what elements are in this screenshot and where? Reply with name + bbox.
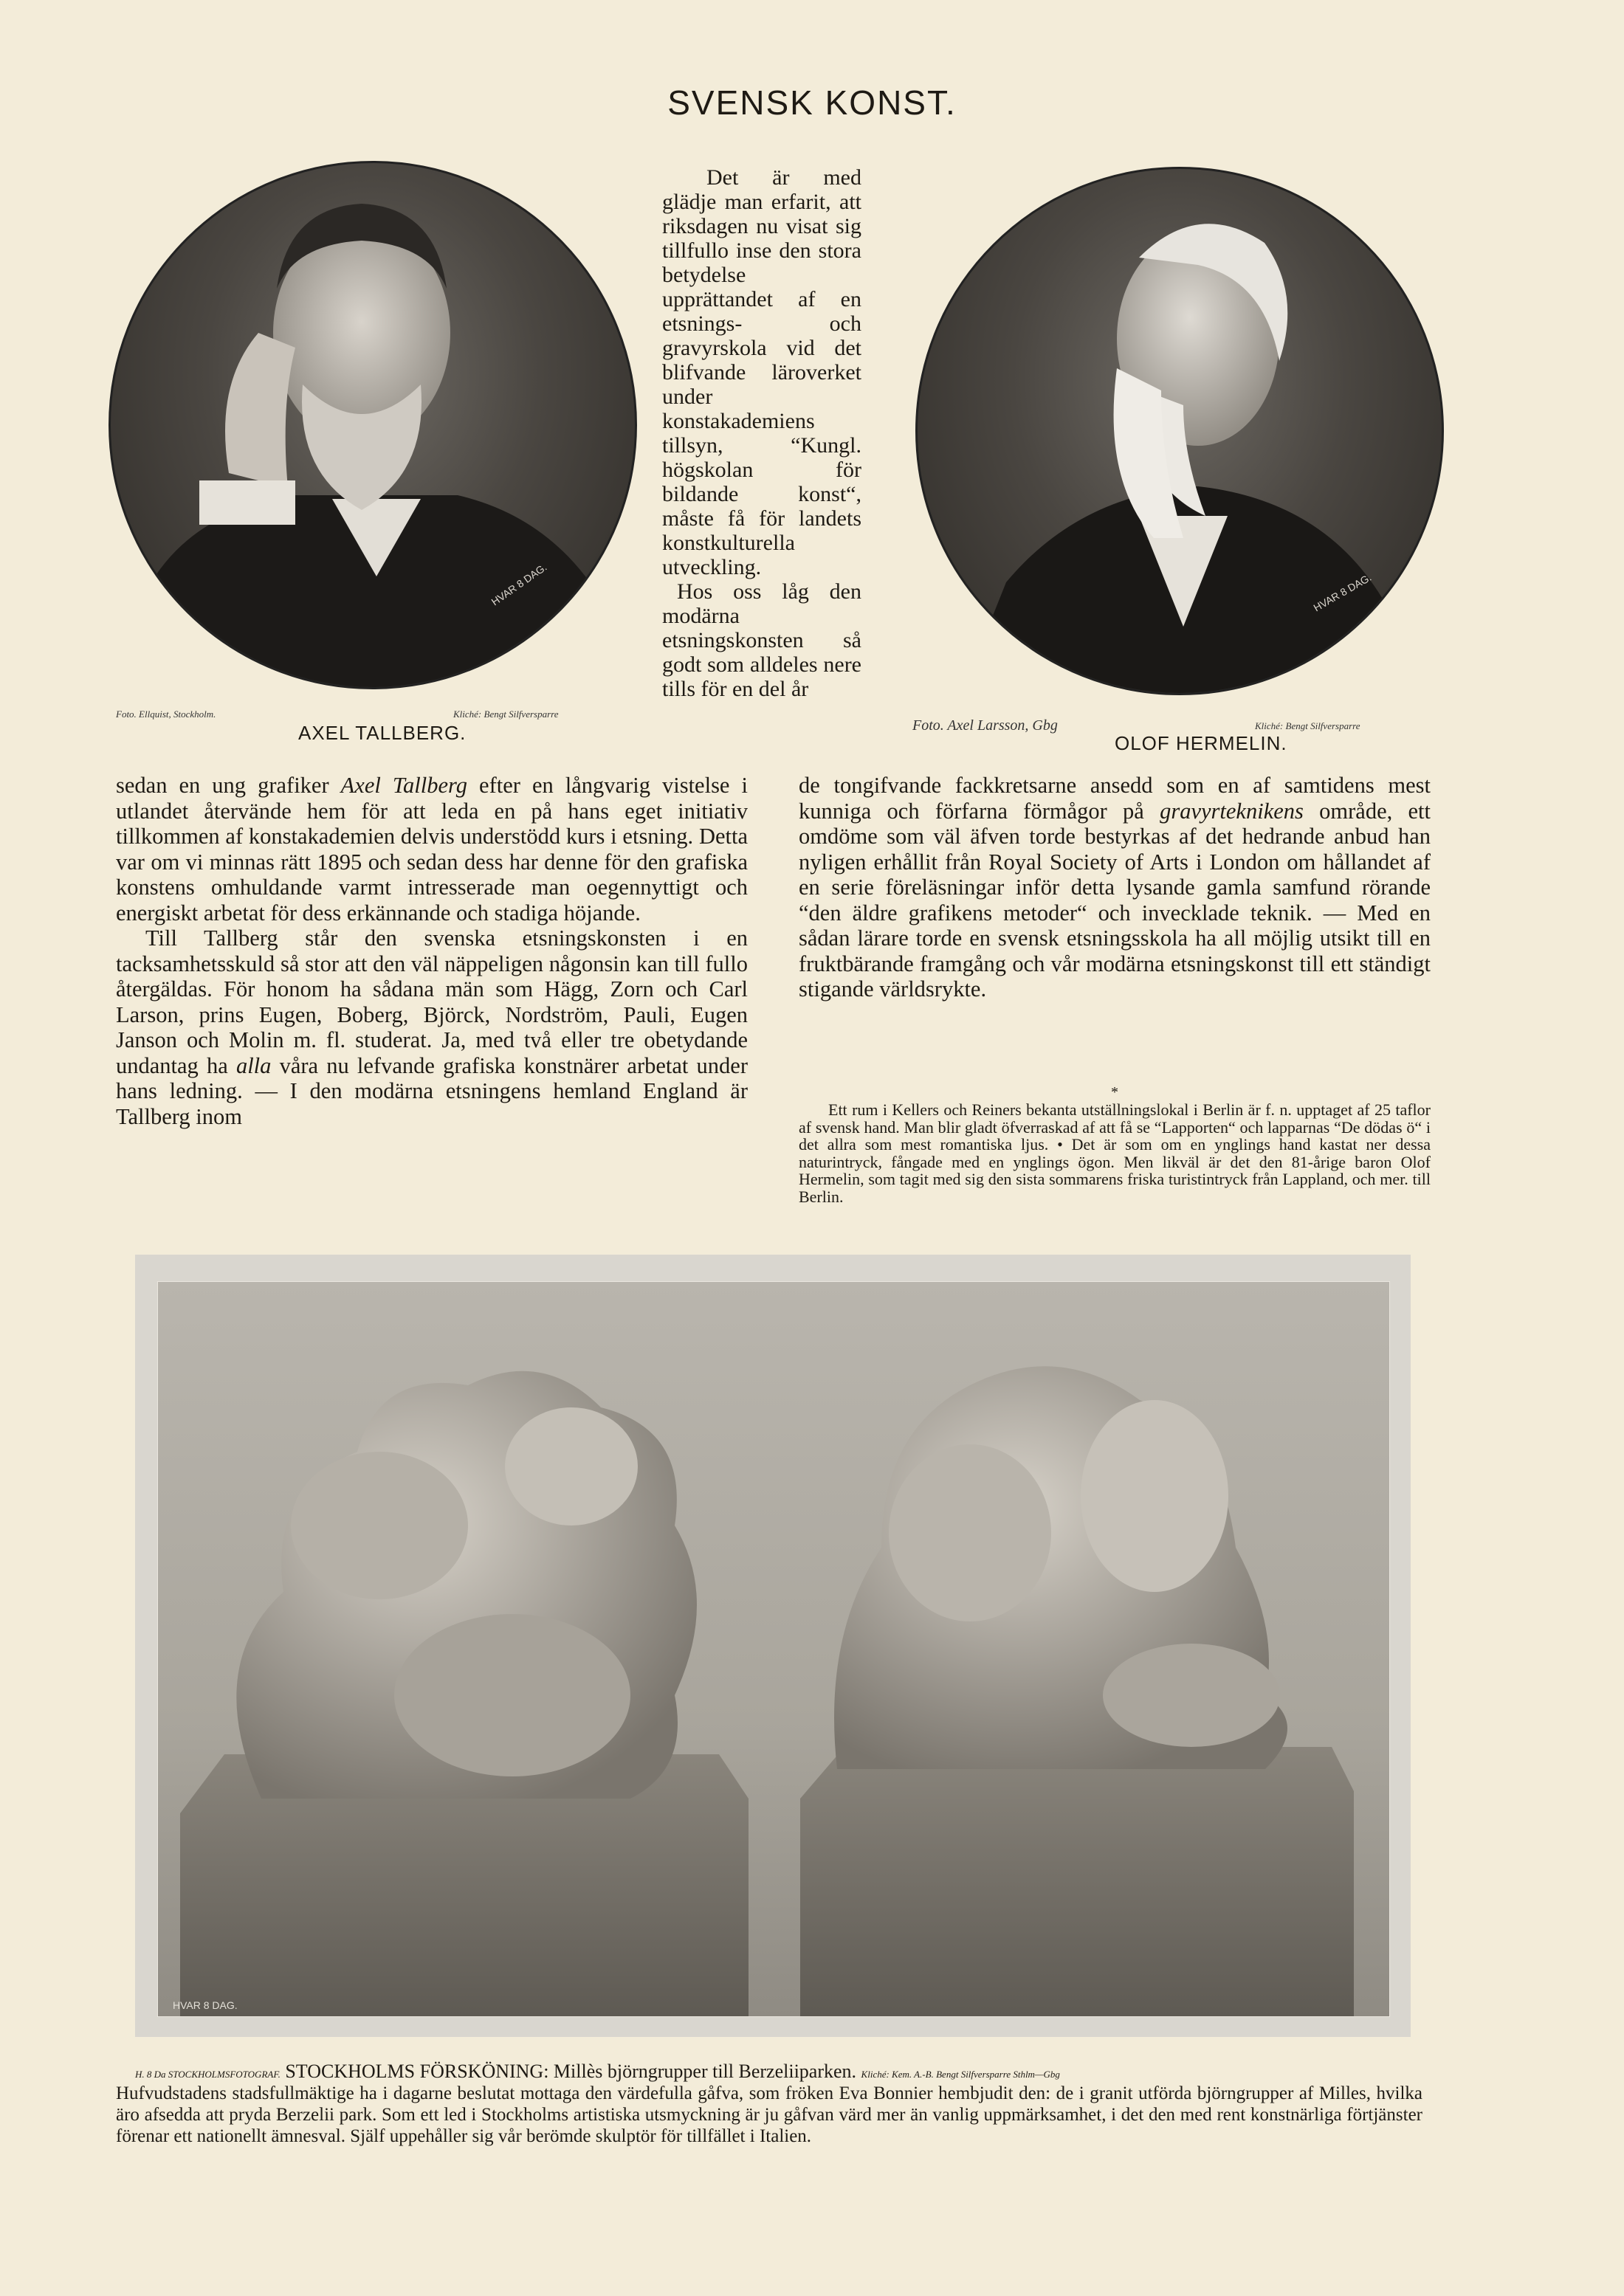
cliche-credit-bottom: Kliché: Kem. A.-B. Bengt Silfversparre Sthlm—Gbg (861, 2069, 1060, 2080)
portrait-axel-tallberg (109, 161, 637, 689)
emphasis: alla (235, 1052, 272, 1078)
article-paragraph: Det är med glädje man erfarit, att riksdagen nu visat sig tillfullo inse den stora betydelse upprättandet af en etsnings- och gravyrskola vid det blifvande läroverket under konstakademiens tillsyn, “Kungl. högskolan för bildande konst“, måste få för landets konstkulturella utveckling. (662, 165, 861, 579)
article-intro-column (662, 165, 861, 701)
article-paragraph: de tongifvande fackkretsarne ansedd som en af samtidens mest kunniga och förfarna förmågor på gravyrteknikens område, ett omdöme som väl äfven torde bestyrkas af det hedrande anbud han nyligen erhållit från Royal Society of Arts i London om hållandet af en serie föreläsningar inför detta lysande gamla samfund rörande “den äldre grafikens metoder“ och invecklade teknik. — Med en sådan lärare torde en svensk etsningsskola ha all möjlig utsikt till en fruktbärande framgång och vår modärna etsningskonst till ett ständigt stigande världsrykte. (799, 773, 1431, 1002)
cliche-credit-left: Kliché: Bengt Silfversparre (453, 709, 559, 720)
article-paragraph: Till Tallberg står den svenska etsningskonsten i en tacksamhetsskuld så stor att den väl näppeligen någonsin kan till fullo återgäldas. För honom ha sådana män som Hägg, Zorn och Carl Larson, prins Eugen, Boberg, Björck, Nordström, Pauli, Eugen Janson och Molin m. fl. studerat. Ja, med två eller tre obetydande undantag ha alla våra nu lefvande grafiska konstnärer arbetat under hans ledning. — I den modärna etsningens hemland England är Tallberg inom (116, 925, 748, 1129)
photo-watermark: HVAR 8 DAG. (173, 1999, 238, 2011)
bear-sculptures-illustration (158, 1282, 1389, 2016)
photo-credit-left: Foto. Ellquist, Stockholm. (116, 709, 216, 720)
portrait-olof-hermelin (915, 167, 1444, 695)
photographer-credit: H. 8 Da STOCKHOLMSFOTOGRAF. (135, 2069, 281, 2080)
note-text: Ett rum i Kellers och Reiners bekanta utställningslokal i Berlin är f. n. upptaget af 25 taflor af svensk hand. Man blir gladt öfverraskad af att få se “Lapporten“ och lapparnas “De dödas ö“ i det allra som mest romantiska ljus. • Det är som om en ynglings hand kastat ner dessa naturintryck, fångade med en ynglings ögon. Men likväl är det den 81-årige baron Olof Hermelin, som tagit med sig den sista sommarens friska turistintryck från Lappland, och mer. till Berlin. (799, 1100, 1431, 1206)
portrait-name-right: OLOF HERMELIN. (1115, 732, 1287, 754)
sculpture-photo (157, 1281, 1390, 2017)
person-name: Axel Tallberg (340, 773, 468, 798)
news-note (799, 1085, 1431, 1205)
article-paragraph: sedan en ung grafiker Axel Tallberg efter en långvarig vistelse i utlandet återvände hem för att leda en på hans eget initiativ tillkommen af konstakademien delvis understödd kurs i etsning. Detta var om vi minnas rätt 1895 och sedan dess har denne för den grafiska konstens omhuldande varmt intresserade man oegennyttigt och energiskt arbetat för dess erkännande och stadiga höjande. (116, 773, 748, 925)
bottom-credit-line (135, 2061, 1420, 2083)
portrait-name-left: AXEL TALLBERG. (298, 722, 467, 744)
separator-asterisk: * (1111, 1084, 1118, 1100)
photo-credit-right: Foto. Axel Larsson, Gbg (912, 717, 1058, 734)
sculpture-photo-frame (135, 1255, 1411, 2037)
page-title: SVENSK KONST. (667, 83, 957, 122)
article-right-column (799, 773, 1431, 1002)
portrait-watermark: HVAR 8 DAG. (489, 561, 549, 608)
article-paragraph: Hos oss låg den modärna etsningskonsten så godt som alldeles nere tills för en del år (662, 579, 861, 701)
emphasis: gravyrteknikens (1160, 798, 1304, 824)
cliche-credit-right: Kliché: Bengt Silfversparre (1255, 720, 1360, 731)
photo-caption: Hufvudstadens stadsfullmäktige ha i dagarne beslutat mottaga den värdefulla gåfva, som fröken Eva Bonnier hembjudit den: de i granit utförda björngrupper af Milles, hvilka äro afsedda att pryda Berzelii park. Som ett led i Stockholms artistiska utsmyckning är ju gåfvan värd mer än vanlig uppmärksamhet, i det den med rent konstnärliga förtjänster förenar ett nationellt ämnesval. Själf uppehåller sig vår berömde skulptör för tillfället i Italien. (116, 2083, 1422, 2146)
portrait-watermark: HVAR 8 DAG. (1311, 570, 1374, 614)
article-left-column (116, 773, 748, 1129)
portrait-old-man-illustration (918, 169, 1442, 693)
portrait-man-illustration (111, 163, 635, 687)
photo-headline: STOCKHOLMS FÖRSKÖNING: Millès björngrupper till Berzeliiparken. (285, 2061, 857, 2082)
